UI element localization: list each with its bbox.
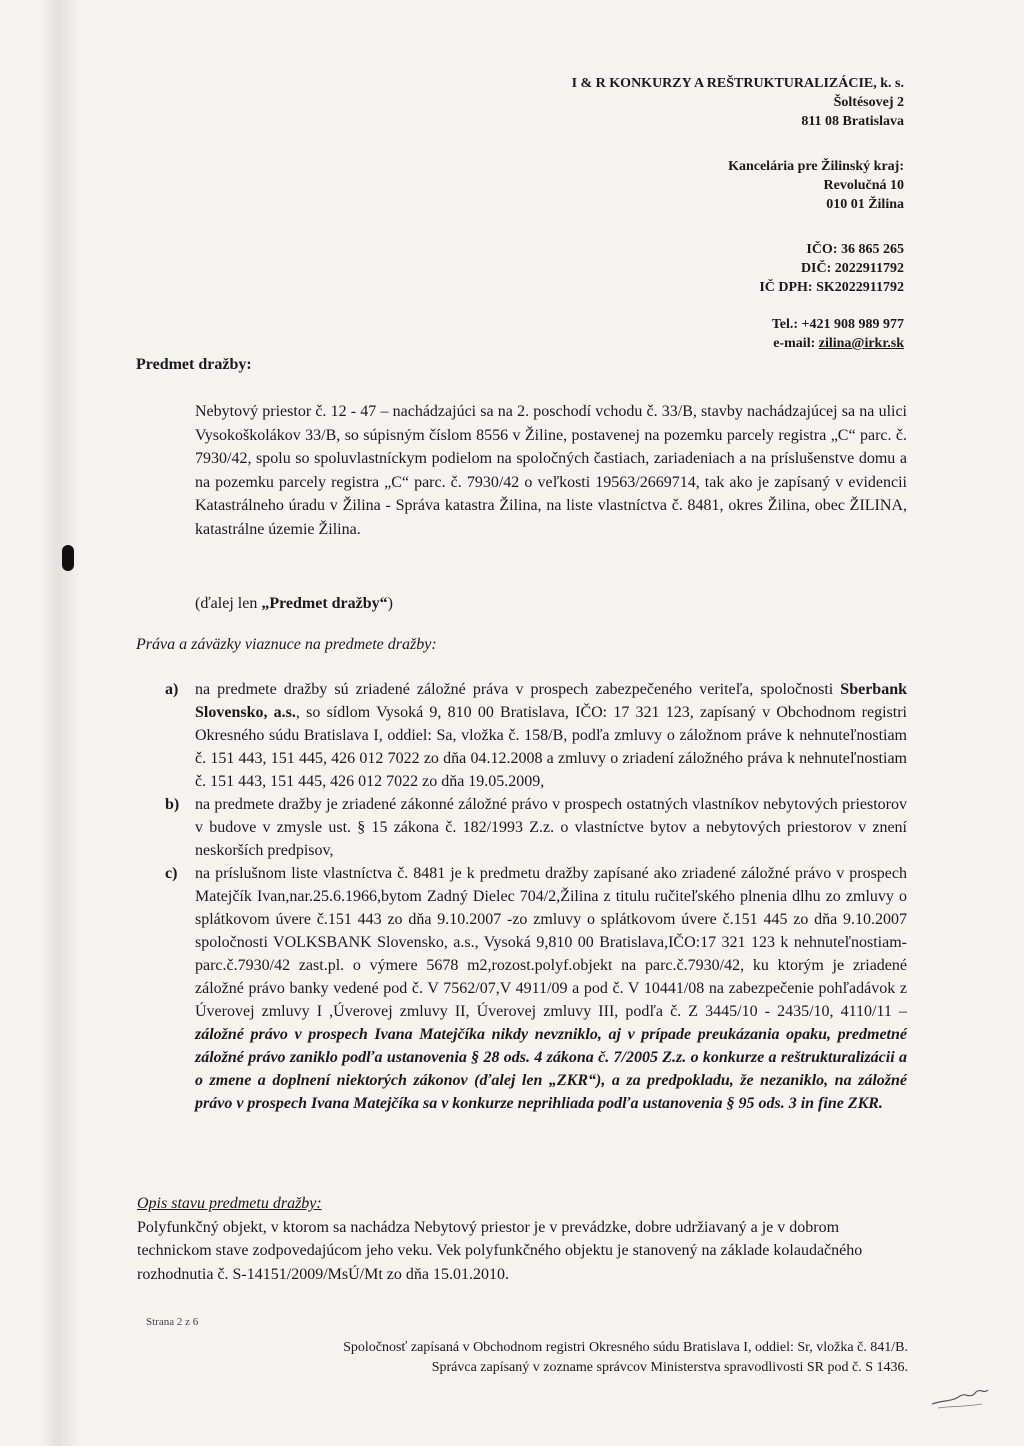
rights-a-text-1: na predmete dražby sú zriadené záložné práva v prospech zabezpečeného veriteľa, spoločnosti	[195, 681, 841, 698]
subject-label: Predmet dražby:	[136, 356, 252, 373]
rights-marker-a: a)	[165, 681, 179, 698]
footer-trustee: Správca zapísaný v zozname správcov Ministerstva spravodlivosti SR pod č. S 1436.	[431, 1360, 908, 1375]
rights-c-text: na príslušnom liste vlastníctva č. 8481 je k predmetu dražby zapísané ako zriadené záložné právo v prospech Matejčík Ivan,nar.25.6.1966,bytom Zadný Dielec 704/2,Žilina z titulu ručiteľského plnenia dlhu zo zmluvy o splátkovom úvere č.151 443 zo dňa 9.10.2007 -zo zmluvy o splátkovom úvere č.151 445 zo dňa 9.10.2007 spoločnosti VOLKSBANK Slovensko, a.s., Vysoká 9,810 00 Bratislava,IČO:17 321 123 k nehnuteľnostiam-parc.č.7930/42 zast.pl. o výmere 5678 m2,rozost.polyf.objekt na parc.č.7930/42, ku ktorým je zriadené záložné právo banky vedené pod č. V 7562/07,V 4911/09 a pod č. V 10441/08 na zabezpečenie pohľadávok z Úverovej zmluvy I ,Úverovej zmluvy II, Úverovej zmluvy III, podľa č. Z 3445/10 - 2435/10, 4110/11 –	[195, 865, 907, 1020]
state-section	[137, 1192, 907, 1286]
rights-heading: Práva a záväzky viaznuce na predmete dražby:	[136, 636, 437, 653]
further-definition	[195, 592, 907, 616]
email-link[interactable]: zilina@irkr.sk	[818, 336, 904, 351]
rights-item-c	[150, 862, 907, 1115]
letterhead	[434, 74, 904, 353]
email-line	[434, 334, 904, 353]
footer-registration: Spoločnosť zapísaná v Obchodnom registri Okresného súdu Bratislava I, oddiel: Sr, vložka č. 841/B.	[343, 1340, 908, 1355]
office-street: Revolučná 10	[823, 178, 904, 193]
state-heading: Opis stavu predmetu dražby:	[137, 1195, 322, 1212]
scan-edge-shadow	[40, 0, 80, 1446]
rights-a-bank: Sberbank Slovensko, a.s.	[195, 681, 907, 721]
company-street: Šoltésovej 2	[833, 95, 904, 110]
company-city: 811 08 Bratislava	[801, 114, 904, 129]
subject-description: Nebytový priestor č. 12 - 47 – nachádzajúci sa na 2. poschodí vchodu č. 33/B, stavby nachádzajúcej sa na ulici Vysokoškolákov 33/B, so súpisným číslom 8556 v Žiline, postavenej na pozemku parcely registra „C“ parc. č. 7930/42, spolu so spoluvlastníckym podielom na spoločných častiach, zariadeniach a na príslušenstve domu a na pozemku parcely registra „C“ parc. č. 7930/42 o veľkosti 19563/2669714, tak ako je zapísaný v evidencii Katastrálneho úradu v Žilina - Správa katastra Žilina, na liste vlastníctva č. 8481, okres Žilina, obec ŽILINA, katastrálne územie Žilina.	[195, 403, 907, 538]
rights-marker-c: c)	[165, 865, 178, 882]
state-text: Polyfunkčný objekt, v ktorom sa nachádza Nebytový priestor je v prevádzke, dobre udržiavaný a je v dobrom technickom stave zodpovedajúcom jeho veku. Vek polyfunkčného objektu je stanovený na základe kolaudačného rozhodnutia č. S-14151/2009/MsÚ/Mt zo dňa 15.01.2010.	[137, 1218, 863, 1283]
rights-a-text-2: , so sídlom Vysoká 9, 810 00 Bratislava, IČO: 17 321 123, zapísaný v Obchodnom registri Okresného súdu Bratislava I, oddiel: Sa, vložka č. 158/B, podľa zmluvy o záložnom práve k nehnuteľnostiam č. 151 443, 151 445, 426 012 7022 zo dňa 04.12.2008 a zmluvy o zriadení záložného práva k nehnuteľnostiam č. 151 443, 151 445, 426 012 7022 zo dňa 19.05.2009,	[195, 704, 908, 790]
further-prefix: (ďalej len	[195, 595, 262, 612]
phone: Tel.: +421 908 989 977	[771, 317, 904, 332]
ico: IČO: 36 865 265	[806, 242, 904, 257]
further-suffix: )	[387, 595, 393, 612]
further-term: „Predmet dražby“	[261, 595, 388, 612]
punch-hole	[62, 545, 74, 571]
rights-item-a	[150, 678, 907, 793]
rights-b-text: na predmete dražby je zriadené zákonné záložné právo v prospech ostatných vlastníkov nebytových priestorov v budove v zmysle ust. § 15 zákona č. 182/1993 Z.z. o vlastníctve bytov a nebytových priestorov v znení neskorších predpisov,	[195, 796, 907, 859]
rights-list	[150, 678, 907, 1115]
ic-dph: IČ DPH: SK2022911792	[759, 280, 904, 295]
rights-item-b	[150, 793, 907, 862]
footer	[218, 1338, 908, 1378]
dic: DIČ: 2022911792	[800, 261, 904, 276]
rights-marker-b: b)	[165, 796, 180, 813]
page-number: Strana 2 z 6	[146, 1316, 199, 1328]
office-city: 010 01 Žilina	[826, 197, 904, 212]
signature-scribble	[930, 1380, 990, 1410]
office-label: Kancelária pre Žilinský kraj:	[728, 159, 904, 174]
email-label: e-mail:	[773, 336, 819, 351]
rights-c-emphasis: záložné právo v prospech Ivana Matejčíka nikdy nevzniklo, aj v prípade preukázania opaku, predmetné záložné právo zaniklo podľa ustanovenia § 28 ods. 4 zákona č. 7/2005 Z.z. o konkurze a reštrukturalizácii a o zmene a doplnení niektorých zákonov (ďalej len „ZKR“), a za predpokladu, že nezaniklo, na záložné právo v prospech Ivana Matejčíka sa v konkurze neprihliada podľa ustanovenia § 95 ods. 3 in fine ZKR.	[195, 1026, 907, 1112]
company-name: I & R KONKURZY A REŠTRUKTURALIZÁCIE, k. s.	[571, 76, 904, 91]
